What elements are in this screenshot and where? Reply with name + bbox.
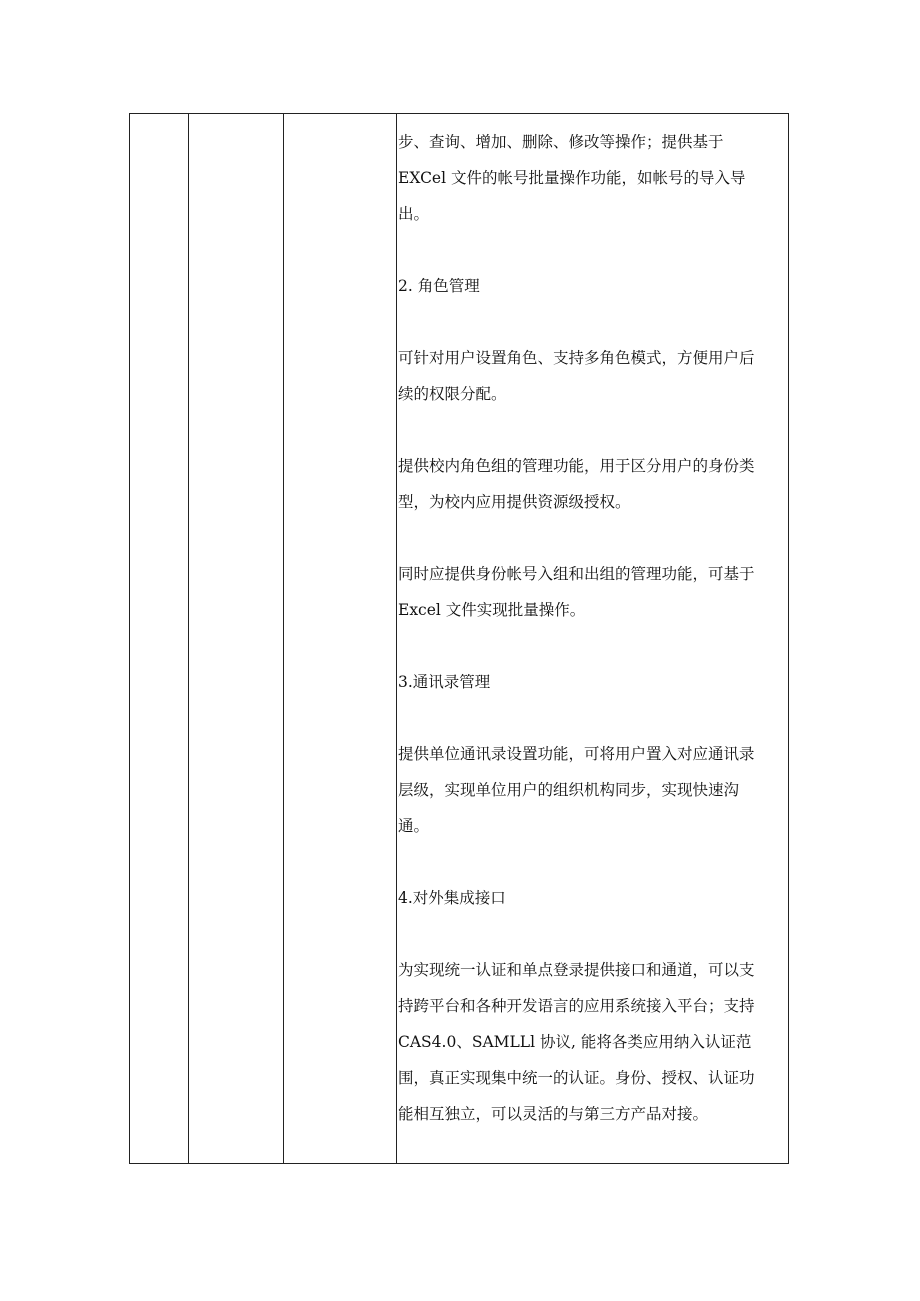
text-line: 层级，实现单位用户的组织机构同步，实现快速沟 xyxy=(398,781,740,799)
text-line: 可针对用户设置角色、支持多角色模式，方便用户后 xyxy=(398,349,755,367)
text-line: 步、查询、增加、删除、修改等操作；提供基于 xyxy=(398,133,724,151)
heading-external-interface xyxy=(398,880,790,916)
paragraph-address-book xyxy=(398,736,790,844)
paragraph-account-ops xyxy=(398,124,790,232)
text-line: 持跨平台和各种开发语言的应用系统接入平台；支持 xyxy=(398,997,755,1015)
paragraph-group-membership xyxy=(398,556,790,628)
text-line: 型，为校内应用提供资源级授权。 xyxy=(398,493,631,511)
section-heading: 2. 角色管理 xyxy=(398,277,480,295)
text-line: 出。 xyxy=(398,205,430,223)
section-heading: 4.对外集成接口 xyxy=(398,889,506,907)
text-line: 提供单位通讯录设置功能，可将用户置入对应通讯录 xyxy=(398,745,755,763)
text-line: 续的权限分配。 xyxy=(398,385,507,403)
text-line: 提供校内角色组的管理功能，用于区分用户的身份类 xyxy=(398,457,755,475)
paragraph-role-setting xyxy=(398,340,790,412)
heading-role-management xyxy=(398,268,790,304)
text-line: 同时应提供身份帐号入组和出组的管理功能，可基于 xyxy=(398,565,755,583)
text-line: 围，真正实现集中统一的认证。身份、授权、认证功 xyxy=(398,1069,755,1087)
spec-table xyxy=(129,113,789,1164)
column-divider-3 xyxy=(396,114,397,1163)
text-line: CAS4.0、SAMLLl 协议, 能将各类应用纳入认证范 xyxy=(398,1033,752,1051)
description-cell xyxy=(398,124,790,1132)
column-divider-1 xyxy=(188,114,189,1163)
paragraph-external-interface xyxy=(398,952,790,1132)
text-line: 为实现统一认证和单点登录提供接口和通道，可以支 xyxy=(398,961,755,979)
paragraph-role-group xyxy=(398,448,790,520)
section-heading: 3.通讯录管理 xyxy=(398,673,491,691)
heading-address-book xyxy=(398,664,790,700)
text-line: EXCel 文件的帐号批量操作功能，如帐号的导入导 xyxy=(398,169,746,187)
text-line: Excel 文件实现批量操作。 xyxy=(398,601,586,619)
text-line: 通。 xyxy=(398,817,430,835)
text-line: 能相互独立，可以灵活的与第三方产品对接。 xyxy=(398,1105,709,1123)
column-divider-2 xyxy=(283,114,284,1163)
